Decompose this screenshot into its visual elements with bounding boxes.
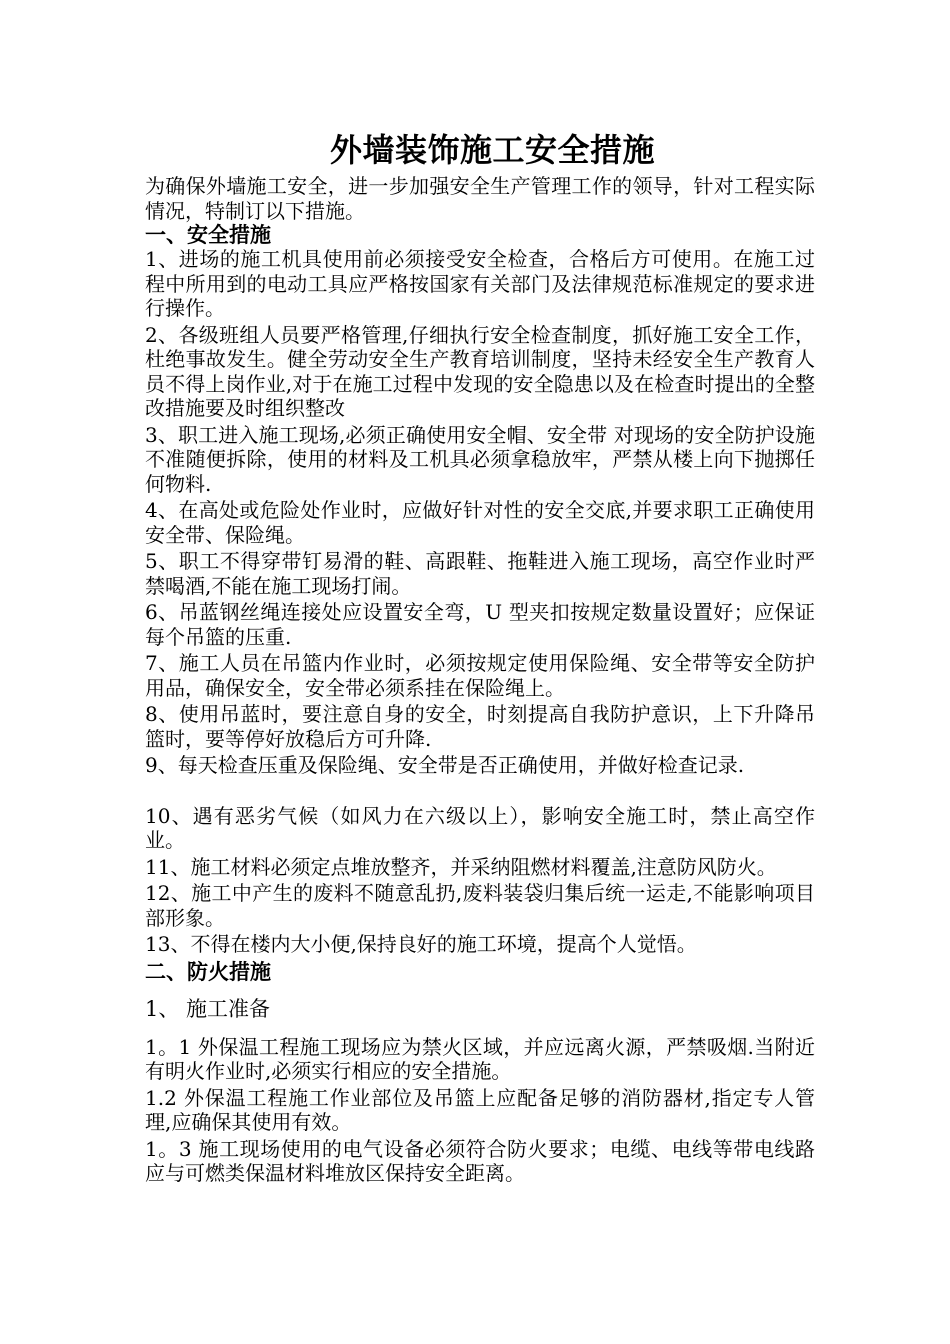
safety-item-5: 5、职工不得穿带钉易滑的鞋、高跟鞋、拖鞋进入施工现场，高空作业时严禁喝酒,不能在施工现场打闹。 — [145, 549, 815, 598]
fire-item-1-1: 1。1 外保温工程施工现场应为禁火区域，并应远离火源，严禁吸烟.当附近有明火作业时,必须实行相应的安全措施。 — [145, 1034, 815, 1083]
safety-item-13: 13、不得在楼内大小便,保持良好的施工环境，提高个人觉悟。 — [145, 932, 697, 956]
safety-item-4: 4、在高处或危险处作业时，应做好针对性的安全交底,并要求职工正确使用安全带、保险绳。 — [145, 498, 815, 547]
safety-item-1: 1、进场的施工机具使用前必须接受安全检查，合格后方可使用。在施工过程中所用到的电动工具应严格按国家有关部门及法律规范标准规定的要求进行操作。 — [145, 247, 815, 320]
safety-item-7: 7、施工人员在吊篮内作业时，必须按规定使用保险绳、安全带等安全防护用品，确保安全，安全带必须系挂在保险绳上。 — [145, 651, 815, 700]
blank-line — [145, 778, 815, 802]
fire-item-1-2: 1.2 外保温工程施工作业部位及吊篮上应配备足够的消防器材,指定专人管理,应确保其使用有效。 — [145, 1085, 815, 1134]
safety-item-10: 10、遇有恶劣气候（如风力在六级以上），影响安全施工时，禁止高空作业。 — [145, 803, 815, 852]
safety-item-9: 9、每天检查压重及保险绳、安全带是否正确使用，并做好检查记录. — [145, 753, 745, 777]
fire-item-1-3: 1。3 施工现场使用的电气设备必须符合防火要求；电缆、电线等带电线路应与可燃类保温材料堆放区保持安全距离。 — [145, 1136, 815, 1185]
safety-item-8: 8、使用吊蓝时，要注意自身的安全，时刻提高自我防护意识，上下升降吊篮时，要等停好放稳后方可升降. — [145, 702, 815, 751]
safety-item-2: 2、各级班组人员要严格管理,仔细执行安全检查制度，抓好施工安全工作，杜绝事故发生。健全劳动安全生产教育培训制度，坚持未经安全生产教育人员不得上岗作业,对于在施工过程中发现的安全隐患以及在检查时提出的全整改措施要及时组织整改 — [145, 322, 815, 420]
safety-item-3: 3、职工进入施工现场,必须正确使用安全帽、安全带 对现场的安全防护设施不准随便拆除，使用的材料及工机具必须拿稳放牢，严禁从楼上向下抛掷任何物料. — [145, 422, 815, 496]
section-heading-fire: 二、防火措施 — [145, 958, 271, 984]
safety-item-6: 6、吊蓝钢丝绳连接处应设置安全弯，U 型夹扣按规定数量设置好；应保证每个吊篮的压重. — [145, 600, 815, 649]
safety-item-11: 11、施工材料必须定点堆放整齐，并采纳阻燃材料覆盖,注意防风防火。 — [145, 854, 777, 879]
subheading-preparation: 1、 施工准备 — [145, 996, 271, 1021]
section-heading-safety: 一、安全措施 — [145, 222, 271, 247]
document-body — [145, 174, 815, 1186]
document-title: 外墙装饰施工安全措施 — [329, 131, 655, 169]
safety-item-12: 12、施工中产生的废料不随意乱扔,废料装袋归集后统一运走,不能影响项目部形象。 — [145, 881, 815, 930]
intro-paragraph: 为确保外墙施工安全，进一步加强安全生产管理工作的领导，针对工程实际情况，特制订以下措施。 — [145, 174, 815, 223]
